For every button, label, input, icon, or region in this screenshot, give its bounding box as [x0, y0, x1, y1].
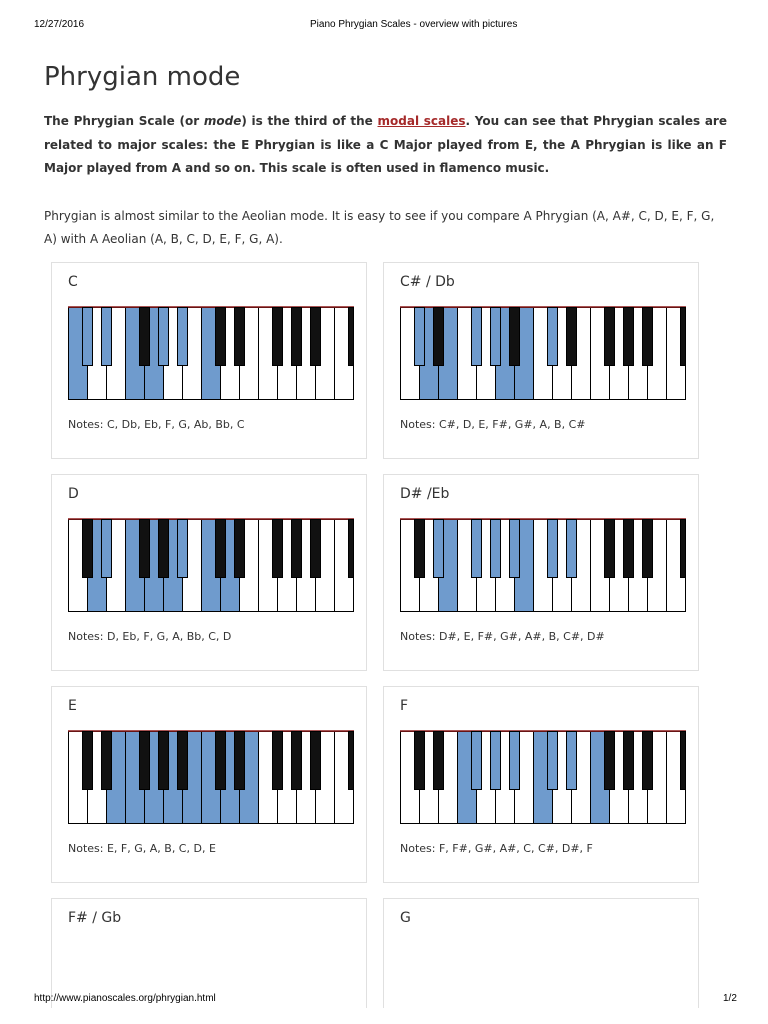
scale-card-c-sharp [383, 262, 699, 459]
aeolian-comparison-paragraph: Phrygian is almost similar to the Aeolian mode. It is easy to see if you compare A Phrygian (A, A#, C, D, E, F, G, A) with A Aeolian (A, B, C, D, E, F, G, A). [44, 209, 715, 246]
black-key-c-sharp [681, 732, 686, 790]
black-key-a-sharp [311, 732, 321, 790]
scale-card-notes: Notes: C#, D, E, F#, G#, A, B, C# [400, 418, 586, 431]
intro-paragraph [44, 110, 727, 181]
scale-card-title: D# /Eb [400, 486, 450, 502]
black-key-c-sharp [681, 308, 686, 366]
black-key-c-sharp [415, 732, 425, 790]
black-key-d-sharp [567, 732, 577, 790]
piano-keyboard [68, 730, 354, 824]
scale-card-title: F [400, 698, 409, 714]
black-key-c-sharp [83, 308, 93, 366]
black-key-c-sharp [548, 520, 558, 578]
scale-card-e [51, 686, 367, 883]
piano-keyboard [400, 730, 686, 824]
black-key-d-sharp [567, 308, 577, 366]
print-title: Piano Phrygian Scales - overview with pictures [310, 19, 518, 30]
black-key-f-sharp [472, 520, 482, 578]
black-key-g-sharp [624, 520, 634, 578]
piano-keyboard [68, 306, 354, 400]
black-key-f-sharp [605, 308, 615, 366]
black-key-d-sharp [434, 520, 444, 578]
scale-card-notes: Notes: C, Db, Eb, F, G, Ab, Bb, C [68, 418, 245, 431]
scale-card-title: D [68, 486, 79, 502]
black-key-a-sharp [510, 732, 520, 790]
black-key-g-sharp [624, 732, 634, 790]
black-key-g-sharp [624, 308, 634, 366]
black-key-f-sharp [273, 520, 283, 578]
piano-keyboard [400, 518, 686, 612]
scale-card-notes: Notes: F, F#, G#, A#, C, C#, D#, F [400, 842, 593, 855]
modal-scales-link[interactable]: modal scales [377, 114, 466, 128]
black-key-f-sharp [605, 732, 615, 790]
black-key-d-sharp [102, 520, 112, 578]
piano-keyboard [400, 306, 686, 400]
black-key-d-sharp [434, 732, 444, 790]
black-key-a-sharp [510, 308, 520, 366]
print-url: http://www.pianoscales.org/phrygian.html [34, 993, 216, 1004]
page-title: Phrygian mode [44, 62, 241, 92]
black-key-c-sharp [216, 520, 226, 578]
black-key-a-sharp [643, 732, 653, 790]
black-key-a-sharp [311, 308, 321, 366]
black-key-c-sharp [681, 520, 686, 578]
black-key-a-sharp [643, 308, 653, 366]
scale-card-d [51, 474, 367, 671]
scale-card-notes: Notes: D, Eb, F, G, A, Bb, C, D [68, 630, 232, 643]
black-key-d-sharp [567, 520, 577, 578]
black-key-f-sharp [472, 308, 482, 366]
black-key-g-sharp [159, 520, 169, 578]
black-key-g-sharp [159, 308, 169, 366]
black-key-c-sharp [83, 732, 93, 790]
scale-card-notes: Notes: E, F, G, A, B, C, D, E [68, 842, 216, 855]
black-key-f-sharp [140, 520, 150, 578]
black-key-g-sharp [491, 308, 501, 366]
piano-keyboard [68, 518, 354, 612]
black-key-c-sharp [216, 308, 226, 366]
scale-card-title: F# / Gb [68, 910, 122, 926]
black-key-f-sharp [140, 732, 150, 790]
black-key-a-sharp [178, 520, 188, 578]
intro-text-3: . You can see that Phrygian scales are related to major scales: the E Phrygian is like a C Major played from E, the A Phrygian is like an F Major played from A and so on. This scale is often used in flamenco music. [44, 114, 727, 175]
black-key-g-sharp [491, 732, 501, 790]
black-key-a-sharp [510, 520, 520, 578]
black-key-c-sharp [349, 520, 354, 578]
scale-card-notes: Notes: D#, E, F#, G#, A#, B, C#, D# [400, 630, 605, 643]
black-key-c-sharp [415, 520, 425, 578]
black-key-d-sharp [434, 308, 444, 366]
black-key-c-sharp [415, 308, 425, 366]
scale-card-f-sharp [51, 898, 367, 1008]
black-key-g-sharp [292, 308, 302, 366]
black-key-g-sharp [159, 732, 169, 790]
intro-text-1: The Phrygian Scale (or [44, 114, 204, 128]
black-key-c-sharp [548, 308, 558, 366]
scale-card-title: E [68, 698, 77, 714]
black-key-f-sharp [273, 732, 283, 790]
intro-emphasis: mode [203, 114, 242, 128]
scale-card-d-sharp [383, 474, 699, 671]
black-key-g-sharp [491, 520, 501, 578]
black-key-c-sharp [83, 520, 93, 578]
intro-text-2: ) is the third of the [241, 114, 378, 128]
black-key-a-sharp [178, 308, 188, 366]
black-key-g-sharp [292, 520, 302, 578]
black-key-c-sharp [349, 308, 354, 366]
black-key-d-sharp [102, 308, 112, 366]
black-key-d-sharp [235, 308, 245, 366]
scale-card-c [51, 262, 367, 459]
scale-card-title: C [68, 274, 78, 290]
black-key-d-sharp [235, 520, 245, 578]
black-key-f-sharp [605, 520, 615, 578]
black-key-a-sharp [311, 520, 321, 578]
black-key-f-sharp [140, 308, 150, 366]
scale-card-title: C# / Db [400, 274, 455, 290]
black-key-c-sharp [216, 732, 226, 790]
black-key-d-sharp [235, 732, 245, 790]
black-key-f-sharp [273, 308, 283, 366]
black-key-a-sharp [643, 520, 653, 578]
print-date: 12/27/2016 [34, 19, 85, 30]
black-key-c-sharp [349, 732, 354, 790]
print-page-number: 1/2 [723, 993, 737, 1004]
black-key-f-sharp [472, 732, 482, 790]
black-key-d-sharp [102, 732, 112, 790]
black-key-g-sharp [292, 732, 302, 790]
scale-card-title: G [400, 910, 411, 926]
scale-card-f [383, 686, 699, 883]
scale-card-g [383, 898, 699, 1008]
black-key-a-sharp [178, 732, 188, 790]
black-key-c-sharp [548, 732, 558, 790]
